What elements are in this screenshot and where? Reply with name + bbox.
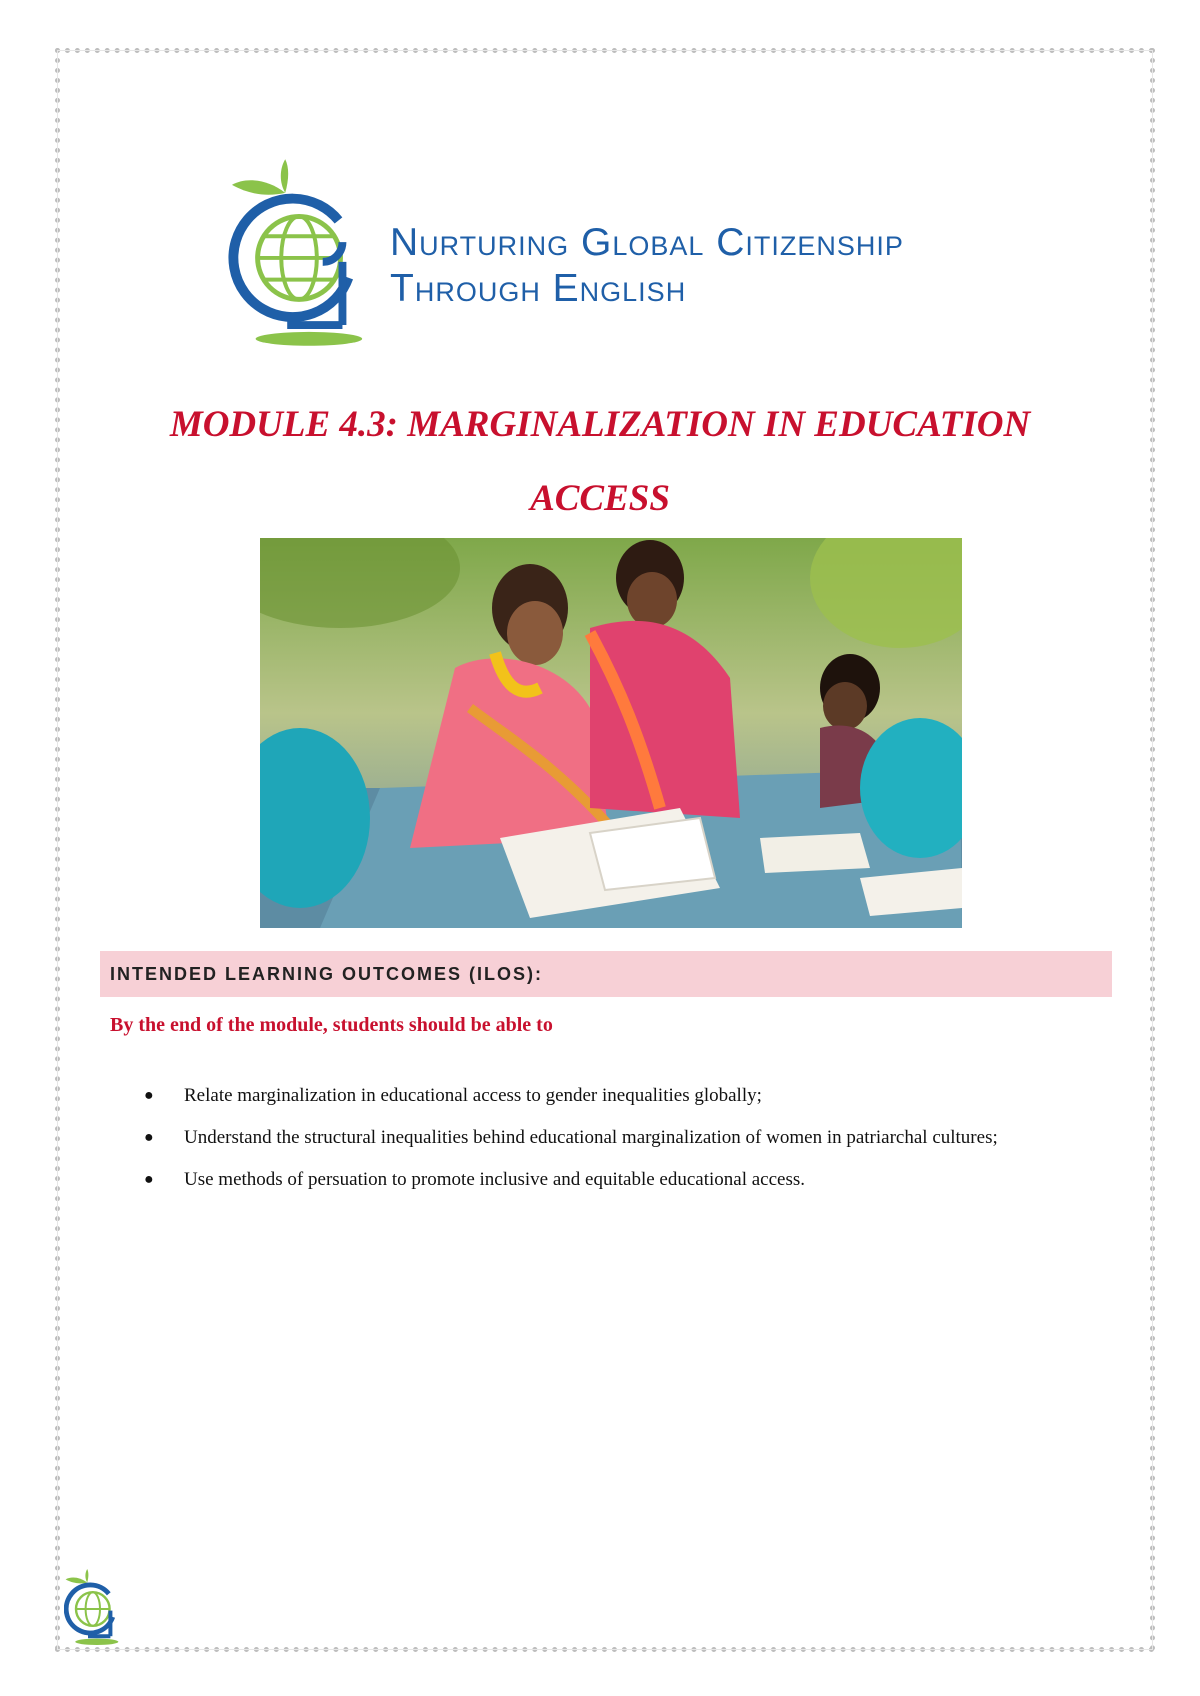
module-title (120, 388, 1080, 536)
bullet-icon: ● (144, 1087, 154, 1104)
ilo-heading-band (100, 951, 1112, 997)
module-title-line-1: MODULE 4.3: MARGINALIZATION IN EDUCATION (169, 404, 1031, 445)
list-item (110, 1075, 1100, 1117)
women-and-child-studying-photo (260, 538, 962, 928)
logo-title (390, 220, 904, 312)
module-title-line-2: ACCESS (530, 478, 670, 519)
list-item (110, 1117, 1100, 1159)
list-item-text: Use methods of persuation to promote inclusive and equitable educational access. (184, 1169, 806, 1190)
globe-apple-logo-icon (228, 158, 376, 348)
ilo-lead-text: By the end of the module, students should be able to (110, 1014, 553, 1036)
list-item-text: Relate marginalization in educational access to gender inequalities globally; (184, 1085, 762, 1106)
bullet-icon: ● (144, 1129, 154, 1146)
logo-title-line-2: Through English (390, 267, 687, 310)
logo-title-line-1: Nurturing Global Citizenship (390, 221, 904, 264)
list-item-text: Understand the structural inequalities behind educational marginalization of women in patriarchal cultures; (184, 1127, 998, 1148)
ilo-list (110, 1075, 1100, 1201)
bullet-icon: ● (144, 1171, 154, 1188)
footer-logo-icon (64, 1568, 124, 1646)
ilo-heading: INTENDED LEARNING OUTCOMES (ILOS): (110, 963, 543, 984)
list-item (110, 1159, 1100, 1201)
